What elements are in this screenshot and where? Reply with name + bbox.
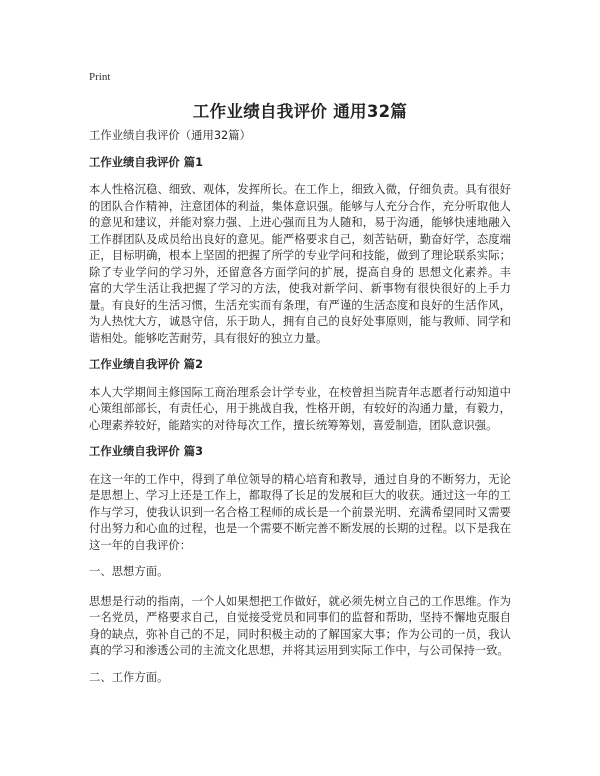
section-heading-2: 工作业绩自我评价 篇2 xyxy=(89,358,204,371)
document-body xyxy=(89,128,511,699)
page-title: 工作业绩自我评价 通用32篇 xyxy=(192,102,408,121)
subsection-heading-work: 二、工作方面。 xyxy=(89,670,169,684)
subsection-heading-thinking: 一、思想方面。 xyxy=(89,565,169,578)
section-3-paragraph: 在这一年的工作中，得到了单位领导的精心培育和教导，通过自身的不断努力，无论是思想上、学习上还是工作上，都取得了长足的发展和巨大的收获。通过这一年的工作与学习，使我认识到一名合格工程师的成长是一个前景光明、充满希望同时又需要付出努力和心血的过程，也是一个需要不断完善不断发展的长期的过程。以下是我在这一年的自我评价： xyxy=(89,472,511,552)
document-subtitle: 工作业绩自我评价（通用32篇） xyxy=(89,129,251,142)
section-heading-3: 工作业绩自我评价 篇3 xyxy=(89,445,204,458)
section-heading-1: 工作业绩自我评价 篇1 xyxy=(89,155,204,169)
subsection-thinking-paragraph: 思想是行动的指南，一个人如果想把工作做好，就必须先树立自己的工作思维。作为一名党员，严格要求自己，自觉接受党员和同事们的监督和帮助，坚持不懈地克服自身的缺点，弥补自己的不足，同时积极主动的了解国家大事；作为公司的一员，我认真的学习和渗透公司的主流文化思想，并将其运用到实际工作中，与公司保持一致。 xyxy=(89,594,511,657)
print-label[interactable]: Print xyxy=(89,71,111,83)
section-2-paragraph: 本人大学期间主修国际工商治理系会计学专业，在校曾担当院青年志愿者行动知道中心策组部部长，有责任心，用于挑战自我，性格开朗，有较好的沟通力量，有毅力，心理素养较好，能踏实的对待每次工作，擅长统筹筹划，喜爱制造，团队意识强。 xyxy=(89,385,511,432)
section-1-paragraph: 本人性格沉稳、细致、观体，发挥所长。在工作上，细致入微，仔细负责。具有很好的团队合作精神，注意团体的利益，集体意识强。能够与人充分合作，充分听取他人的意见和建议，并能对察力强、上进心强而且为人随和，易于沟通，能够快速地融入工作群团队及成员给出良好的意见。能严格要求自己，刻苦钻研，勤奋好学，态度端正，目标明确，根本上坚固的把握了所学的专业学问和技能，做到了理论联系实际；除了专业学问的学习外，还留意各方面学问的扩展，提高自身的 思想文化素养。丰富的大学生活让我把握了学习的方法，使我对新学问、新事物有很快很好的上手力量。有良好的生活习惯，生活充实而有条理，有严谨的生活态度和良好的生活作风，为人热忱大方，诚恳守信，乐于助人，拥有自己的良好处事原则，能与教师、同学和谐相处。能够吃苦耐劳，具有很好的独立力量。 xyxy=(89,183,511,345)
